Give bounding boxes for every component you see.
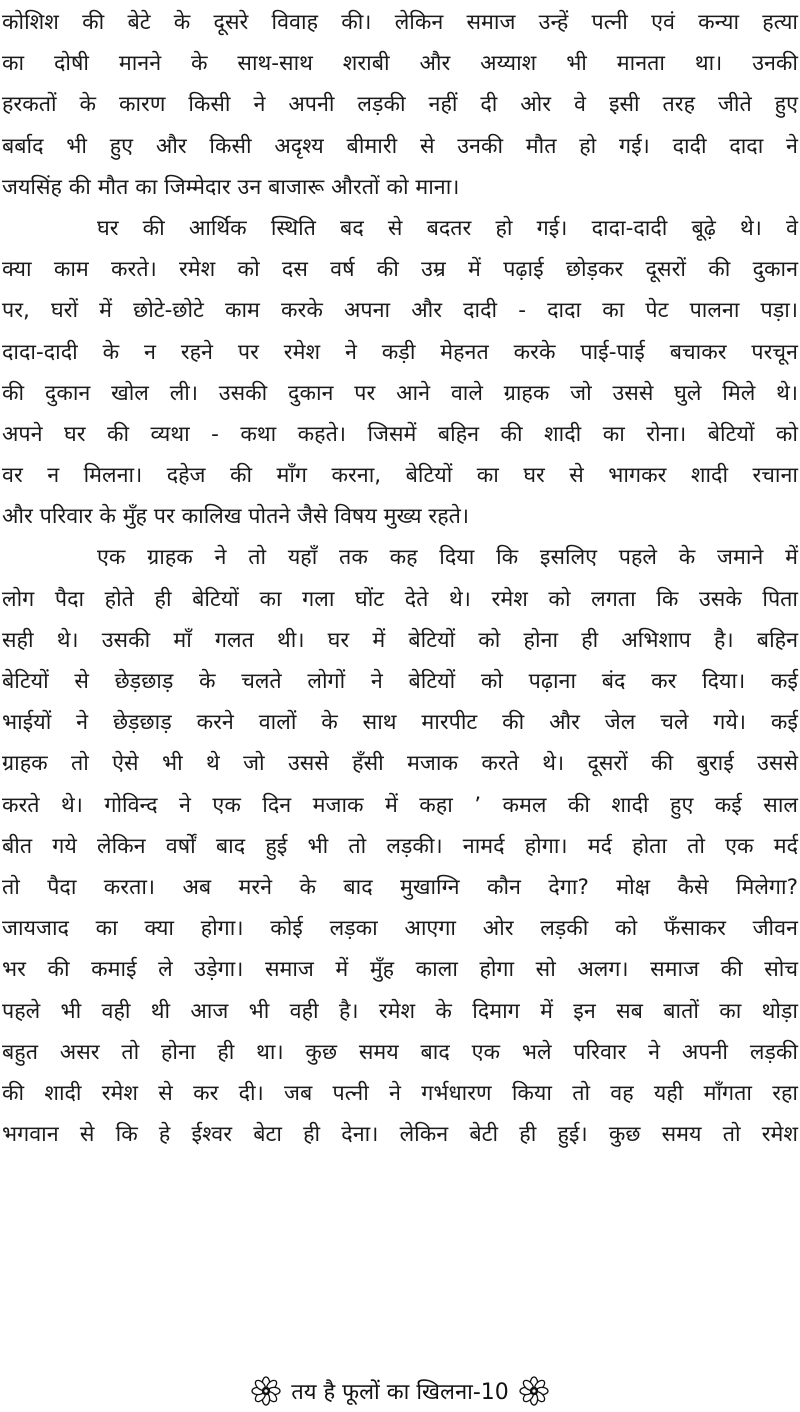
footer-title: तय है फूलों का खिलना-10 (291, 1380, 509, 1405)
text-line: कोशिश की बेटे के दूसरे विवाह की। लेकिन समाज उन्हें पत्नी एवं कन्या हत्या (2, 10, 798, 35)
paragraph-end-line: जयसिंह की मौत का जिम्मेदार उन बाजारू औरतों को माना। (2, 174, 460, 200)
text-line: दादा-दादी के न रहने पर रमेश ने कड़ी मेहनत करके पाई-पाई बचाकर परचून (2, 339, 798, 365)
page-body (0, 2, 800, 1155)
flower-ornament-icon (519, 1376, 549, 1406)
text-line: तो पैदा करता। अब मरने के बाद मुखाग्नि कौन देगा? मोक्ष कैसे मिलेगा? (2, 874, 798, 900)
text-line: की शादी रमेश से कर दी। जब पत्नी ने गर्भधारण किया तो वह यही माँगता रहा (2, 1080, 798, 1106)
text-line: लोग पैदा होते ही बेटियों का गला घोंट देते थे। रमेश को लगता कि उसके पिता (2, 586, 798, 612)
text-line: पर, घरों में छोटे-छोटे काम करके अपना और दादी - दादा का पेट पालना पड़ा। (2, 298, 798, 324)
text-line: का दोषी मानने के साथ-साथ शराबी और अय्याश भी मानता था। उनकी (2, 51, 798, 77)
text-line: करते थे। गोविन्द ने एक दिन मजाक में कहा ’ कमल की शादी हुए कई साल (2, 792, 798, 818)
flower-ornament-icon (251, 1376, 281, 1406)
text-line: बर्बाद भी हुए और किसी अदृश्य बीमारी से उनकी मौत हो गई। दादी दादा ने (2, 133, 798, 159)
text-line: बेटियों से छेड़छाड़ के चलते लोगों ने बेटियों को पढ़ाना बंद कर दिया। कई (2, 669, 798, 694)
text-line: की दुकान खोल ली। उसकी दुकान पर आने वाले ग्राहक जो उससे घुले मिले थे। (2, 380, 798, 406)
text-line: भाईयों ने छेड़छाड़ करने वालों के साथ मारपीट की और जेल चले गये। कई (2, 710, 798, 736)
text-line: पहले भी वही थी आज भी वही है। रमेश के दिमाग में इन सब बातों का थोड़ा (2, 998, 798, 1024)
text-line: जायजाद का क्या होगा। कोई लड़का आएगा ओर लड़की को फँसाकर जीवन (2, 916, 798, 942)
text-line: ग्राहक तो ऐसे भी थे जो उससे हँसी मजाक करते थे। दूसरों की बुराई उससे (2, 751, 798, 777)
paragraph-start-line: एक ग्राहक ने तो यहाँ तक कह दिया कि इसलिए पहले के जमाने में (97, 545, 798, 571)
text-line: हरकतों के कारण किसी ने अपनी लड़की नहीं दी ओर वे इसी तरह जीते हुए (2, 92, 798, 118)
text-line: क्या काम करते। रमेश को दस वर्ष की उम्र में पढ़ाई छोड़कर दूसरों की दुकान (2, 257, 798, 283)
text-line: अपने घर की व्यथा - कथा कहते। जिसमें बहिन की शादी का रोना। बेटियों को (2, 421, 798, 447)
text-line: बहुत असर तो होना ही था। कुछ समय बाद एक भले परिवार ने अपनी लड़की (2, 1039, 798, 1065)
text-line: वर न मिलना। दहेज की माँग करना, बेटियों का घर से भागकर शादी रचाना (2, 463, 798, 489)
text-line: भगवान से कि हे ईश्वर बेटा ही देना। लेकिन बेटी ही हुई। कुछ समय तो रमेश (2, 1122, 798, 1148)
text-line: भर की कमाई ले उड़ेगा। समाज में मुँह काला होगा सो अलग। समाज की सोच (2, 957, 798, 983)
paragraph-end-line: और परिवार के मुँह पर कालिख पोतने जैसे विषय मुख्य रहते। (2, 504, 470, 530)
page-footer (0, 1374, 800, 1408)
paragraph-start-line: घर की आर्थिक स्थिति बद से बदतर हो गई। दादा-दादी बूढ़े थे। वे (97, 215, 798, 241)
text-line: सही थे। उसकी माँ गलत थी। घर में बेटियों को होना ही अभिशाप है। बहिन (2, 627, 798, 653)
text-line: बीत गये लेकिन वर्षों बाद हुई भी तो लड़की। नामर्द होगा। मर्द होता तो एक मर्द (2, 833, 798, 859)
